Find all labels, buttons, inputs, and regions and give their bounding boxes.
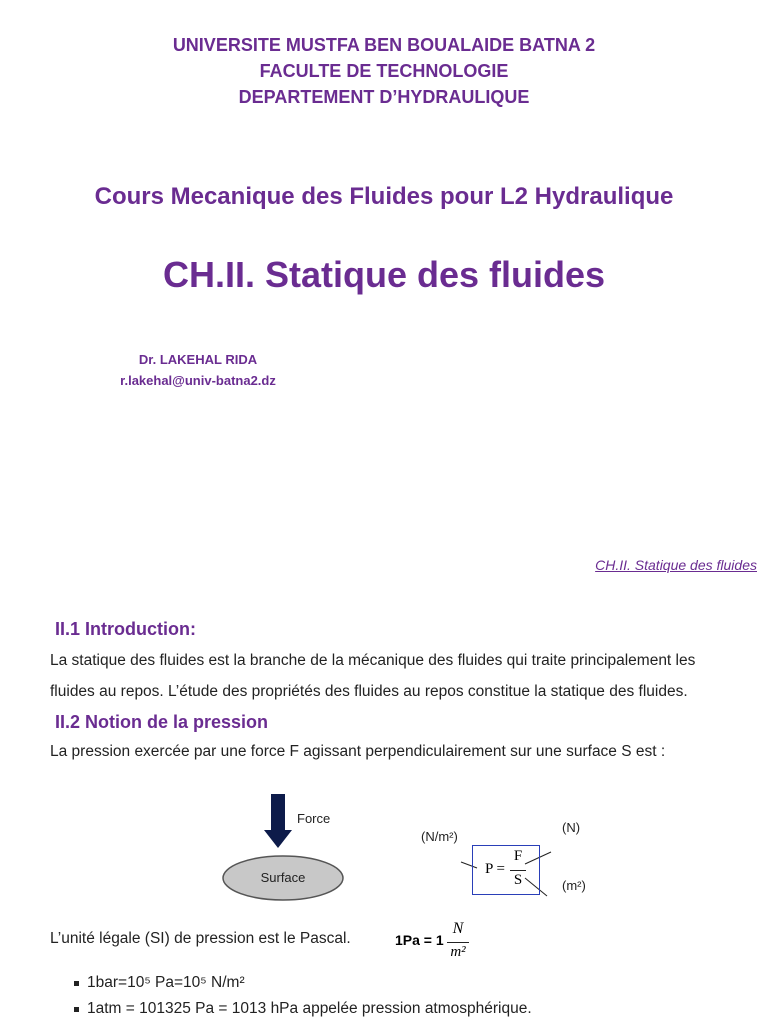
fraction-bar [510,870,526,871]
formula-denominator: S [513,872,523,888]
surface-label: Surface [260,870,306,885]
bullet-text: 1atm = 101325 Pa = 1013 hPa appelée pression atmosphérique. [87,1000,532,1017]
force-arrow-icon [264,794,292,848]
bullet-list [74,970,532,1022]
bullet-text: 1bar=10⁵ Pa=10⁵ N/m² [87,974,245,991]
university-name: UNIVERSITE MUSTFA BEN BOUALAIDE BATNA 2 [172,35,596,55]
pascal-numerator: N [452,920,464,937]
formula-numerator: F [513,848,523,864]
chapter-title: CH.II. Statique des fluides [162,254,606,295]
pressure-formula-box [472,845,540,895]
course-title: Cours Mecanique des Fluides pour L2 Hydraulique [94,183,674,210]
force-label: Force [297,811,331,826]
formula-lhs: P = [485,861,505,877]
faculty-name: FACULTE DE TECHNOLOGIE [259,61,509,81]
author-name: Dr. LAKEHAL RIDA [138,352,258,367]
pascal-denominator: m² [450,944,466,960]
si-unit-text: L’unité légale (SI) de pression est le Pascal. [50,930,351,947]
department-name: DEPARTEMENT D’HYDRAULIQUE [238,87,530,107]
pascal-formula [395,920,485,966]
list-item [74,970,532,996]
running-header: CH.II. Statique des fluides [595,557,757,573]
author-email: r.lakehal@univ-batna2.dz [120,373,276,388]
list-item [74,996,532,1022]
pression-paragraph: La pression exercée par une force F agissant perpendiculairement sur une surface S est : [50,743,666,760]
unit-pressure-label: (N/m²) [421,829,458,844]
introduction-paragraph [50,645,760,707]
section-title-introduction: II.1 Introduction: [55,619,196,639]
force-surface-diagram [215,790,355,905]
pascal-fraction-bar [447,942,469,943]
paragraph-line: fluides au repos. L’étude des propriétés des fluides au repos constitue la statique des fluides. [50,683,688,700]
unit-force-label: (N) [562,820,581,835]
unit-area-label: (m²) [562,878,586,893]
paragraph-line: La statique des fluides est la branche de la mécanique des fluides qui traite principalement les [50,652,696,669]
pascal-lhs: 1Pa = 1 [395,932,444,948]
bullet-square-icon [74,981,79,986]
bullet-square-icon [74,1007,79,1012]
section-title-pression: II.2 Notion de la pression [55,712,269,732]
